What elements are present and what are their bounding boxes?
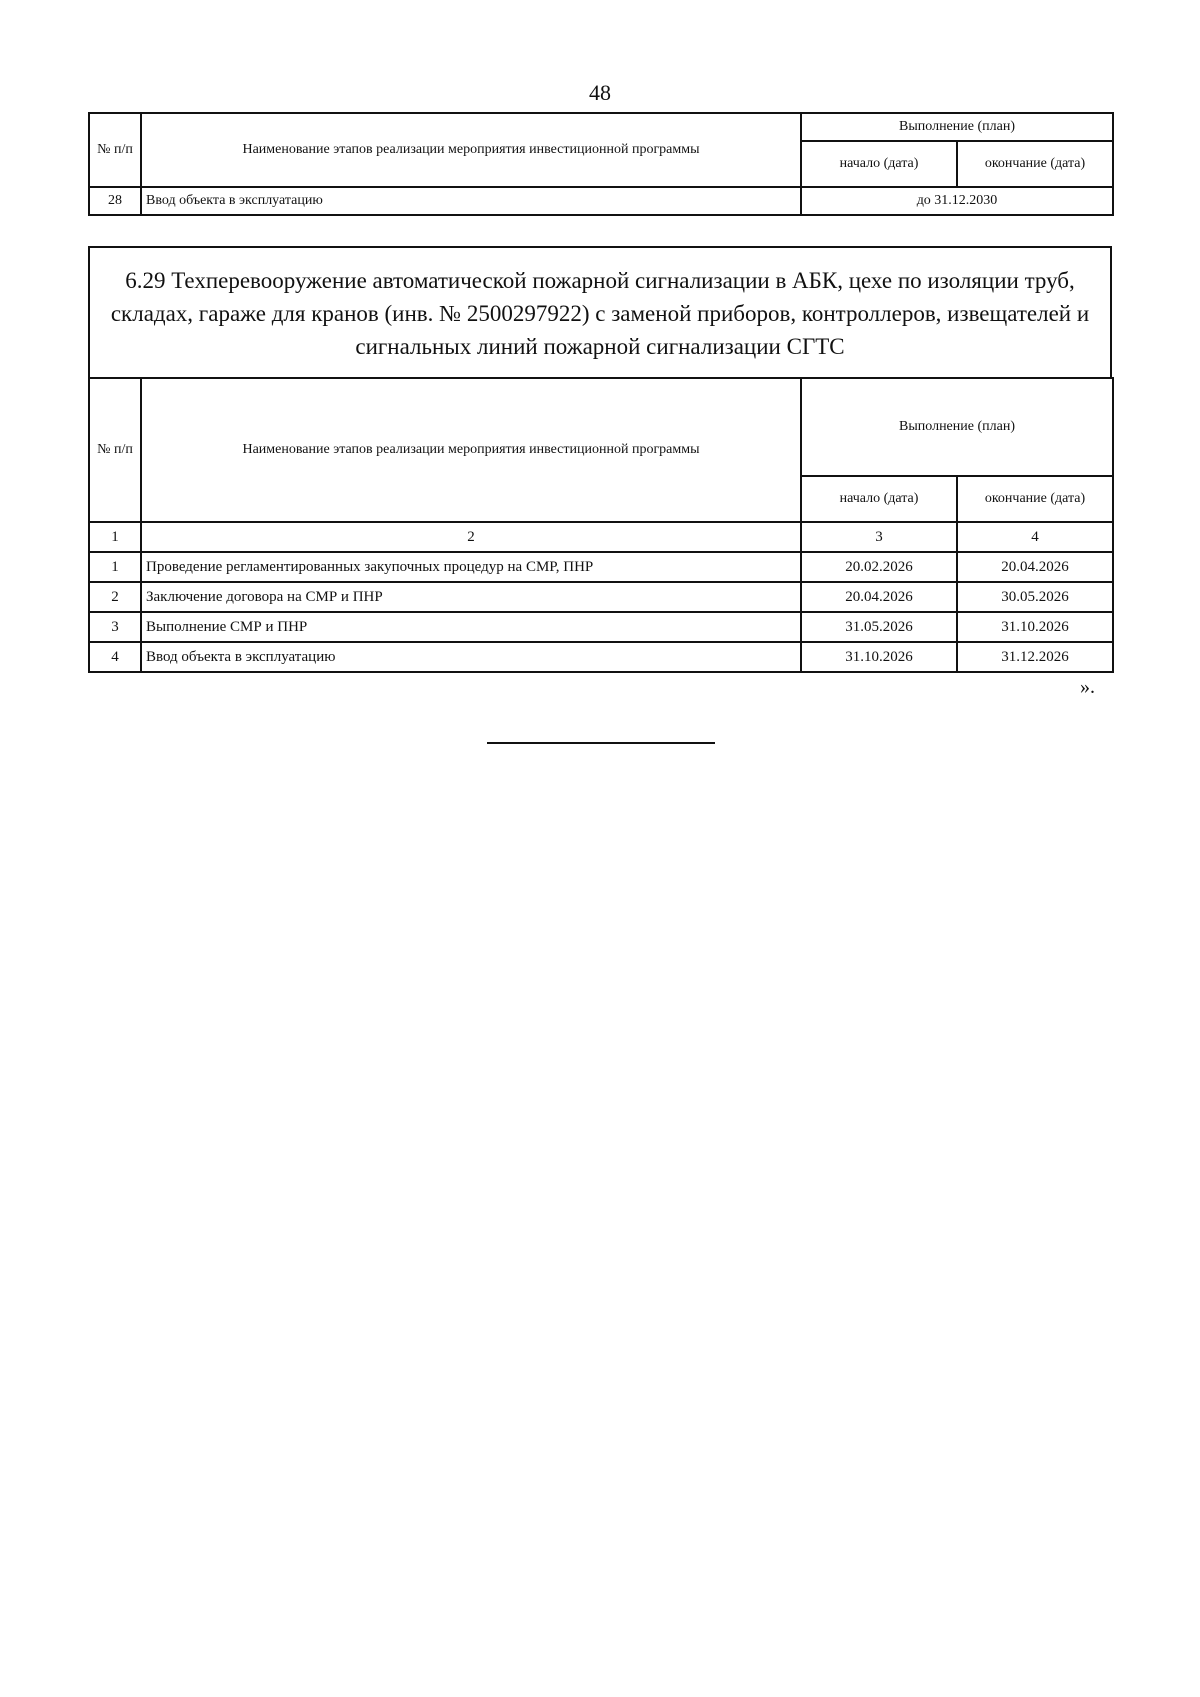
column-index: 4	[957, 522, 1113, 552]
end-date: 30.05.2026	[957, 582, 1113, 612]
end-date: 20.04.2026	[957, 552, 1113, 582]
end-divider-line	[487, 742, 715, 744]
section-title: 6.29 Техперевооружение автоматической пожарной сигнализации в АБК, цехе по изоляции труб, складах, гараже для кранов (инв. № 2500297922) с заменой приборов, контроллеров, извещателей и сигнальных линий пожарной сигнализации СГТС	[88, 246, 1112, 378]
table-row	[89, 187, 1113, 215]
page-number: 48	[589, 80, 611, 105]
stage-name: Ввод объекта в эксплуатацию	[141, 187, 801, 215]
end-date: 31.10.2026	[957, 612, 1113, 642]
row-number: 1	[89, 552, 141, 582]
column-header-stage-name: Наименование этапов реализации мероприятия инвестиционной программы	[141, 113, 801, 187]
column-header-number: № п/п	[89, 113, 141, 187]
column-header-start: начало (дата)	[801, 476, 957, 522]
column-header-end: окончание (дата)	[957, 141, 1113, 187]
stage-name: Заключение договора на СМР и ПНР	[141, 582, 801, 612]
start-date: 31.05.2026	[801, 612, 957, 642]
stages-table	[88, 377, 1114, 673]
table-row	[89, 612, 1113, 642]
start-date: 20.04.2026	[801, 582, 957, 612]
row-number: 4	[89, 642, 141, 672]
row-number: 2	[89, 582, 141, 612]
closing-quote-mark: ».	[1080, 676, 1095, 698]
start-date: 20.02.2026	[801, 552, 957, 582]
end-date: 31.12.2026	[957, 642, 1113, 672]
column-index: 1	[89, 522, 141, 552]
row-number: 28	[89, 187, 141, 215]
column-header-stage-name: Наименование этапов реализации мероприятия инвестиционной программы	[141, 378, 801, 522]
column-header-number: № п/п	[89, 378, 141, 522]
table-row	[89, 642, 1113, 672]
stage-name: Проведение регламентированных закупочных процедур на СМР, ПНР	[141, 552, 801, 582]
stage-dates: до 31.12.2030	[801, 187, 1113, 215]
stage-name: Ввод объекта в эксплуатацию	[141, 642, 801, 672]
table-row	[89, 552, 1113, 582]
continuation-table	[88, 112, 1114, 216]
stage-name: Выполнение СМР и ПНР	[141, 612, 801, 642]
table-row	[89, 582, 1113, 612]
column-header-start: начало (дата)	[801, 141, 957, 187]
start-date: 31.10.2026	[801, 642, 957, 672]
column-header-execution: Выполнение (план)	[801, 113, 1113, 141]
column-header-end: окончание (дата)	[957, 476, 1113, 522]
column-index-row	[89, 522, 1113, 552]
column-index: 2	[141, 522, 801, 552]
column-index: 3	[801, 522, 957, 552]
column-header-execution: Выполнение (план)	[801, 378, 1113, 476]
row-number: 3	[89, 612, 141, 642]
